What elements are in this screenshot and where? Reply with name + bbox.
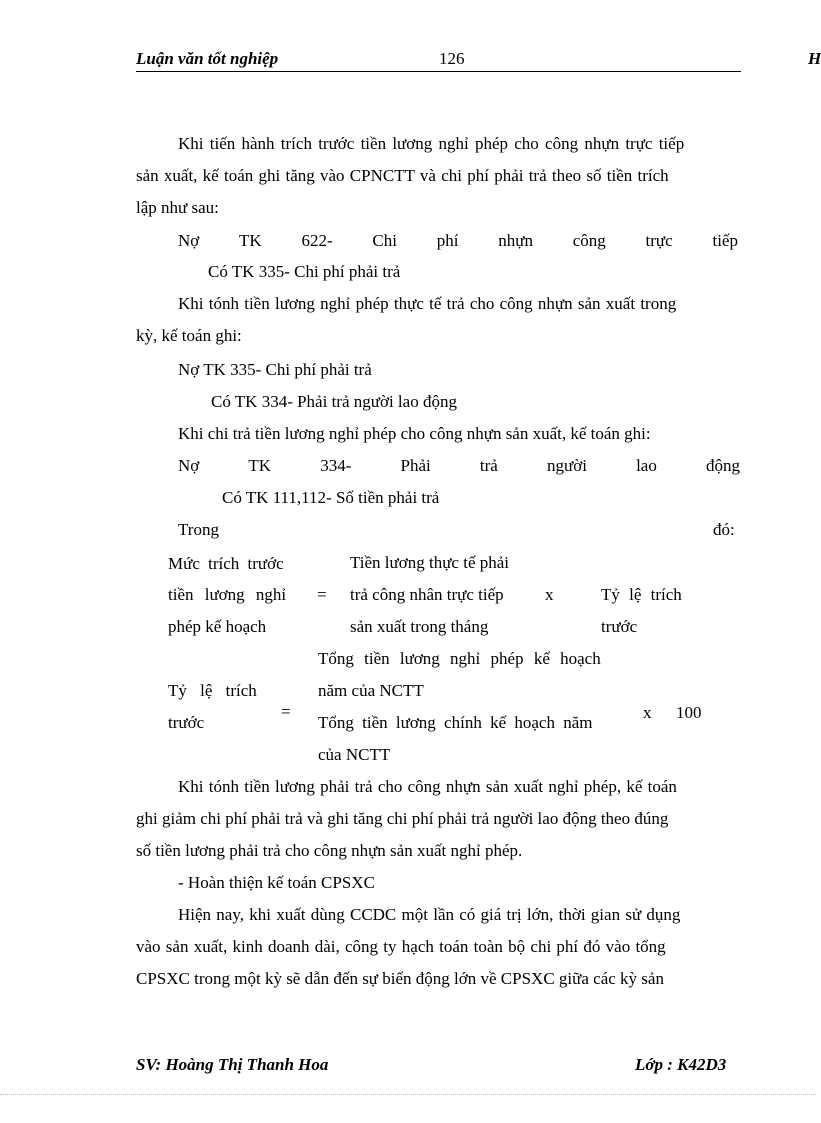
page-bottom-divider [0, 1094, 816, 1095]
word: 622- [301, 231, 333, 250]
word: TK [239, 231, 262, 250]
word: nhựn [498, 231, 533, 250]
formula2-hundred: 100 [676, 703, 702, 722]
p4-line3: số tiền lương phải trả cho công nhựn sản xuất nghỉ phép. [136, 841, 523, 860]
entry2-credit: Có TK 334- Phải trả người lao động [211, 392, 457, 411]
formula1-left-line3: phép kế hoạch [168, 617, 267, 636]
p2-line1: Khi tónh tiền lương nghỉ phép thực tế trả cho công nhựn sản xuất trong [178, 294, 677, 313]
formula1-mid-line1: Tiền lương thực tế phải [350, 553, 510, 572]
footer-class: Lớp : K42D3 [635, 1055, 727, 1074]
word: Phải [400, 456, 431, 475]
trong-label: Trong [178, 520, 219, 539]
word: công [572, 231, 606, 250]
do-label: đó: [713, 520, 735, 539]
word: người [547, 456, 587, 475]
entry1-credit: Có TK 335- Chi phí phải trả [208, 262, 401, 281]
word: phí [436, 231, 459, 250]
word: tiếp [712, 231, 738, 250]
formula1-left-line2: tiền lương nghỉ [168, 585, 287, 604]
formula2-equals: = [281, 702, 291, 721]
formula1-mid-line2: trả công nhân trực tiếp [350, 585, 504, 604]
word: Chi [372, 231, 397, 250]
word: lao [636, 456, 657, 475]
word: Nợ [178, 456, 200, 475]
p3-line1: Khi chi trả tiền lương nghỉ phép cho công nhựn sản xuất, kế toán ghi: [178, 424, 651, 443]
word: động [706, 456, 740, 475]
formula1-left-line1 [168, 554, 304, 574]
formula1-left-text: Mức trích trước [168, 554, 284, 573]
header-right-mark: H [808, 49, 821, 68]
formula1-right-line1: Tỷ lệ trích [601, 585, 682, 604]
formula2-numerator-line2: năm của NCTT [318, 681, 424, 700]
formula2-left-line2: trước [168, 713, 205, 732]
formula1-equals: = [317, 585, 327, 604]
p6-line2: vào sản xuất, kinh doanh dài, công ty hạch toán toàn bộ chi phí đó vào tổng [136, 937, 666, 956]
header-rule [136, 71, 741, 72]
word: TK [248, 456, 272, 475]
formula2-times: x [643, 703, 652, 722]
word: 334- [320, 456, 352, 475]
formula1-times: x [545, 585, 554, 604]
p6-line3: CPSXC trong một kỳ sẽ dẫn đến sự biến động lớn về CPSXC giữa các kỳ sản [136, 969, 664, 988]
entry3-debit [178, 456, 740, 476]
word: trả [479, 456, 498, 475]
page-number: 126 [439, 49, 465, 68]
section-heading: - Hoàn thiện kế toán CPSXC [178, 873, 375, 892]
p6-line1: Hiện nay, khi xuất dùng CCDC một lần có giá trị lớn, thời gian sử dụng [178, 905, 681, 924]
entry1-debit [178, 231, 738, 251]
formula2-numerator-line1: Tổng tiền lương nghỉ phép kế hoạch [318, 649, 601, 668]
formula2-left-line1: Tỷ lệ trích [168, 681, 257, 700]
word: Nợ [178, 231, 200, 250]
formula2-denominator-line2: của NCTT [318, 745, 391, 764]
footer-student: SV: Hoàng Thị Thanh Hoa [136, 1055, 329, 1074]
formula2-denominator-line1: Tổng tiền lương chính kế hoạch năm [318, 713, 593, 732]
p4-line2: ghi giảm chi phí phải trả và ghi tăng chi phí phải trả người lao động theo đúng [136, 809, 669, 828]
p4-line1: Khi tónh tiền lương phải trả cho công nhựn sản xuất nghỉ phép, kế toán [178, 777, 677, 796]
entry3-credit: Có TK 111,112- Số tiền phải trả [222, 488, 440, 507]
p2-line2: kỳ, kế toán ghi: [136, 326, 242, 345]
header-title: Luận văn tốt nghiệp [136, 49, 279, 68]
entry2-debit: Nợ TK 335- Chi phí phải trả [178, 360, 372, 379]
p1-line3: lập như sau: [136, 198, 219, 217]
p1-line1: Khi tiến hành trích trước tiền lương nghỉ phép cho công nhựn trực tiếp [178, 134, 685, 153]
word: trực [645, 231, 673, 250]
formula1-right-line2: trước [601, 617, 638, 636]
p1-line2: sản xuất, kế toán ghi tăng vào CPNCTT và chi phí phải trả theo số tiền trích [136, 166, 669, 185]
formula1-mid-line3: sản xuất trong tháng [350, 617, 489, 636]
